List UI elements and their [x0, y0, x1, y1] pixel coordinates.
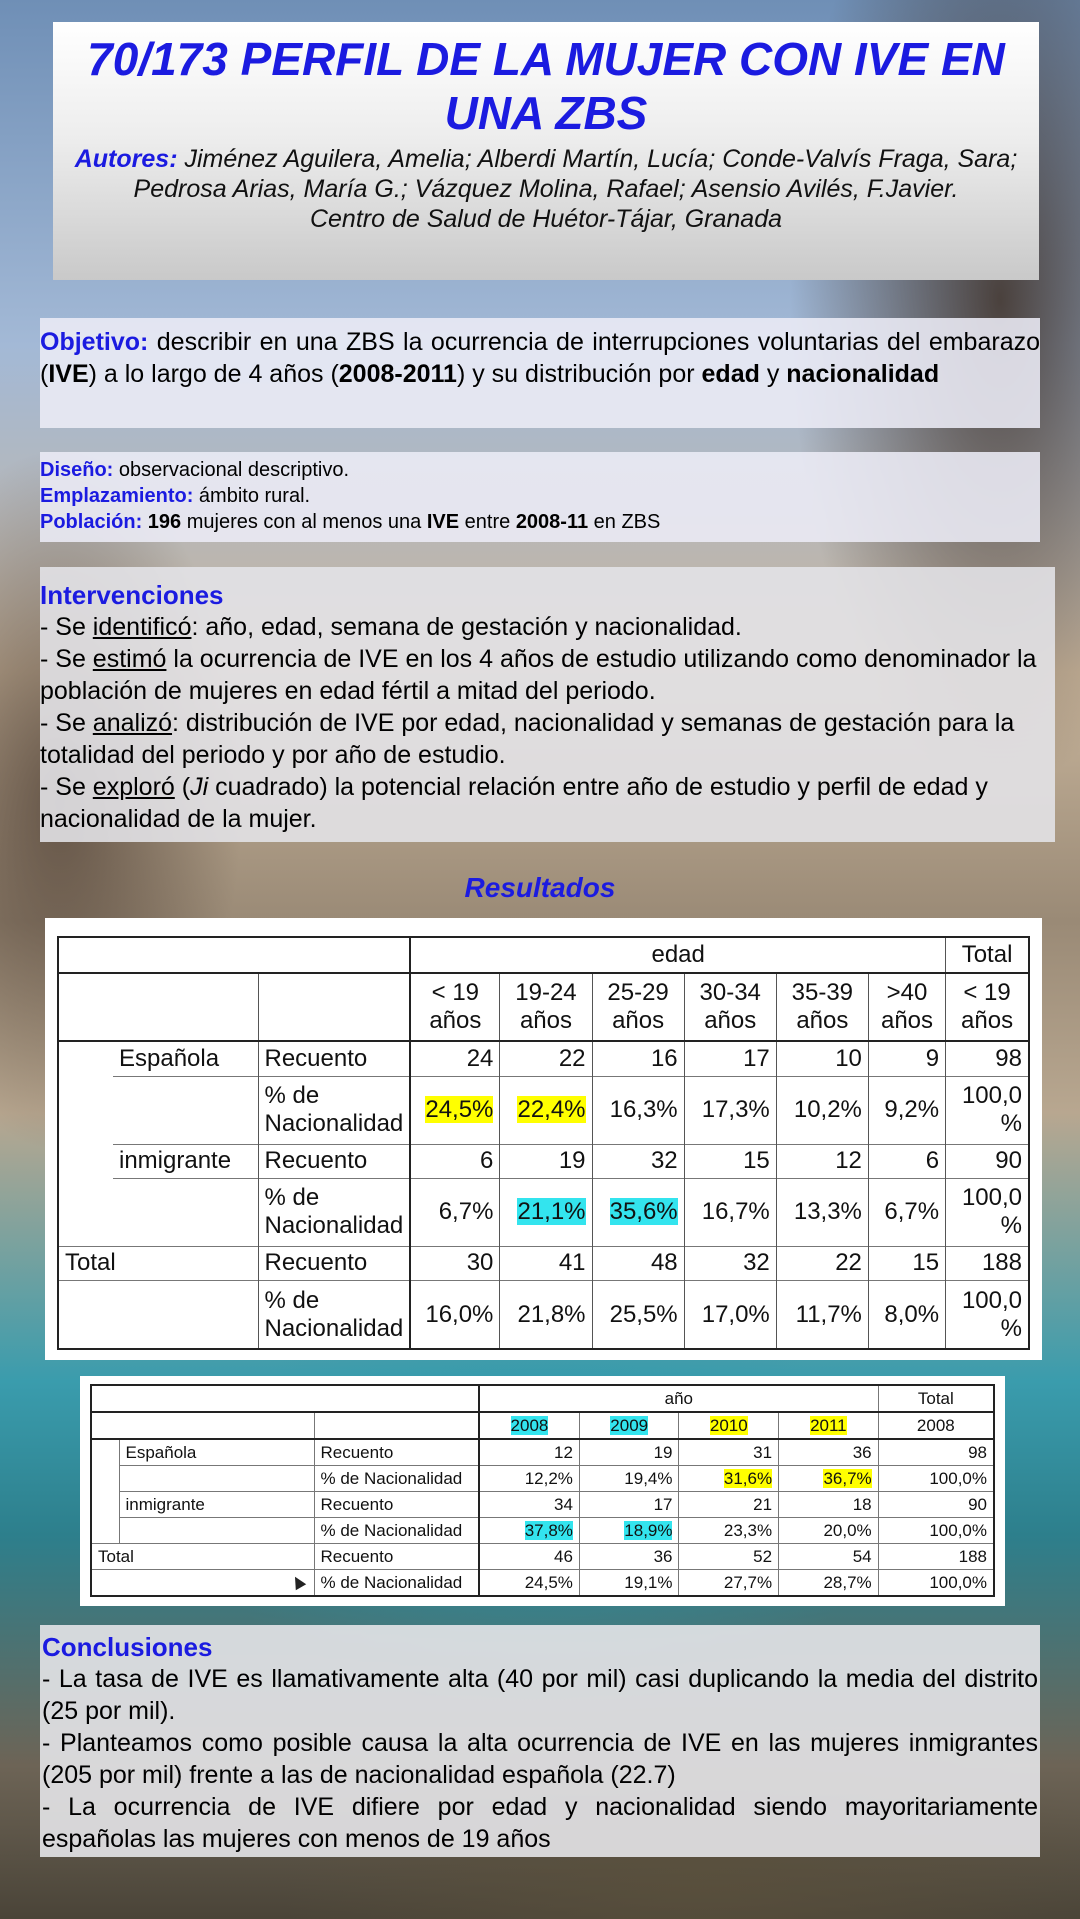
intervention-item — [40, 771, 1055, 835]
table-cell: 54 — [779, 1544, 879, 1570]
item-text: cuadrado) la potencial relación entre año de estudio y perfil de edad y nacionalidad de la mujer. — [40, 773, 988, 833]
authors-label: Autores: — [74, 145, 178, 173]
table-cell: 100,0 % — [946, 1281, 1029, 1349]
conclusion-item: - La ocurrencia de IVE difiere por edad y nacionalidad siendo mayoritariamente españolas las mujeres con menos de 19 años — [42, 1793, 1038, 1853]
table-cell: 18 — [779, 1492, 879, 1518]
group-name: Total — [91, 1544, 314, 1570]
item-prefix: - Se — [40, 773, 93, 801]
objective-text-1: describir en una ZBS la ocurrencia de interrupciones voluntarias del embarazo ( — [40, 328, 1040, 388]
age-table — [57, 936, 1030, 1350]
table-cell: 17 — [579, 1492, 679, 1518]
table-cell: 16,3% — [592, 1076, 684, 1144]
table-cell: 41 — [500, 1246, 592, 1280]
table-header-row — [91, 1385, 994, 1412]
objective-text-2: ) a lo largo de 4 años ( — [88, 360, 339, 388]
column-header: 30-34 años — [684, 973, 776, 1042]
table-cell: 12,2% — [479, 1466, 579, 1492]
table-cell: 17,0% — [684, 1281, 776, 1349]
table-row — [58, 1076, 1029, 1144]
table-cell: 12 — [479, 1439, 579, 1466]
column-header — [779, 1412, 879, 1439]
population-text-1: mujeres con al menos una — [181, 511, 427, 533]
population-count: 196 — [142, 511, 182, 533]
table-header-row — [58, 937, 1029, 973]
table-row — [91, 1544, 994, 1570]
table-cell: 8,0% — [868, 1281, 945, 1349]
highlighted-value: 21,1% — [517, 1198, 586, 1226]
table-row — [91, 1439, 994, 1466]
item-text: la ocurrencia de IVE en los 4 años de estudio utilizando como denominador la población de mujeres en edad fértil a mitad del periodo. — [40, 645, 1037, 705]
age-table-panel — [45, 918, 1042, 1360]
table-cell: 100,0% — [878, 1466, 994, 1492]
table-cell: 32 — [592, 1144, 684, 1178]
table-cell: 6 — [410, 1144, 500, 1178]
table-cell: 36 — [779, 1439, 879, 1466]
table-row — [58, 1041, 1029, 1076]
column-header: 25-29 años — [592, 973, 684, 1042]
table-cell: 31 — [679, 1439, 779, 1466]
table-cell: 22 — [500, 1041, 592, 1076]
group-name: Española — [113, 1041, 258, 1076]
table-cell — [410, 1076, 500, 1144]
column-header: >40 años — [868, 973, 945, 1042]
setting-line — [40, 483, 1040, 509]
table-cell: 24 — [410, 1041, 500, 1076]
table-cell: 17 — [684, 1041, 776, 1076]
row-label: % de Nacionalidad — [314, 1518, 479, 1544]
table-cell: 100,0 % — [946, 1076, 1029, 1144]
table-cell: 9,2% — [868, 1076, 945, 1144]
table-row — [58, 1144, 1029, 1178]
row-label: % de Nacionalidad — [258, 1281, 410, 1349]
table-cell: 21 — [679, 1492, 779, 1518]
table-cell: 19 — [579, 1439, 679, 1466]
conclusions-section — [40, 1625, 1040, 1857]
design-text: observacional descriptivo. — [113, 459, 350, 481]
table-cell: 25,5% — [592, 1281, 684, 1349]
item-prefix: - Se — [40, 709, 93, 737]
row-label: Recuento — [314, 1439, 479, 1466]
table-cell — [579, 1518, 679, 1544]
table-cell: 100,0% — [878, 1518, 994, 1544]
table-cell: 6 — [868, 1144, 945, 1178]
table-cell: 6,7% — [868, 1179, 945, 1247]
results-heading: Resultados — [464, 872, 616, 903]
table-cell: 27,7% — [679, 1570, 779, 1597]
row-label: % de Nacionalidad — [258, 1179, 410, 1247]
table-cell: 6,7% — [410, 1179, 500, 1247]
title-panel — [53, 22, 1039, 280]
group-name: inmigrante — [113, 1144, 258, 1178]
item-verb: analizó — [92, 709, 173, 737]
setting-label: Emplazamiento: — [40, 485, 194, 507]
table-cell: 30 — [410, 1246, 500, 1280]
table-cell — [679, 1466, 779, 1492]
objective-section — [40, 318, 1040, 428]
table-column-row — [58, 973, 1029, 1042]
highlighted-value: 22,4% — [517, 1096, 586, 1124]
row-label: Recuento — [314, 1492, 479, 1518]
highlighted-value: 2009 — [610, 1416, 649, 1435]
row-label: % de Nacionalidad — [314, 1466, 479, 1492]
table-row — [91, 1466, 994, 1492]
table-cell: 12 — [776, 1144, 868, 1178]
table-row — [91, 1518, 994, 1544]
group-name: Total — [58, 1246, 258, 1280]
table-cell: 46 — [479, 1544, 579, 1570]
table-cell: 13,3% — [776, 1179, 868, 1247]
highlighted-value: 37,8% — [524, 1521, 573, 1540]
item-verb: estimó — [92, 645, 167, 673]
table-cell: 16,7% — [684, 1179, 776, 1247]
total-header: Total — [878, 1385, 994, 1412]
center-name: Centro de Salud de Huétor-Tájar, Granada — [309, 205, 783, 233]
objective-bold-nacionalidad: nacionalidad — [786, 360, 940, 388]
table-cell: 11,7% — [776, 1281, 868, 1349]
item-prefix: - Se — [40, 645, 93, 673]
highlighted-value: 24,5% — [425, 1096, 494, 1124]
population-text-3: en ZBS — [588, 511, 661, 533]
item-text: : distribución de IVE por edad, nacionalidad y semanas de gestación para la totalidad del periodo y por año de estudio. — [40, 709, 1015, 769]
table-cell: 24,5% — [479, 1570, 579, 1597]
highlighted-value: 2008 — [510, 1416, 549, 1435]
year-group-header: año — [479, 1385, 878, 1412]
highlighted-value: 2010 — [709, 1416, 748, 1435]
table-cell: 22 — [776, 1246, 868, 1280]
table-cell: 15 — [684, 1144, 776, 1178]
year-table-panel — [80, 1376, 1005, 1606]
table-row — [58, 1179, 1029, 1247]
row-label: Recuento — [258, 1041, 410, 1076]
table-cell: 28,7% — [779, 1570, 879, 1597]
item-text: ( — [174, 773, 191, 801]
interventions-heading: Intervenciones — [40, 580, 224, 610]
poster-title: 70/173 PERFIL DE LA MUJER CON IVE EN UNA ZBS — [87, 33, 1005, 139]
population-label: Población: — [40, 511, 143, 533]
year-table — [90, 1384, 995, 1597]
table-cell: 21,8% — [500, 1281, 592, 1349]
table-cell: 9 — [868, 1041, 945, 1076]
objective-label: Objetivo: — [40, 328, 149, 356]
column-header: < 19 años — [946, 973, 1029, 1042]
table-cell — [500, 1076, 592, 1144]
intervention-item — [40, 611, 1055, 643]
table-cell — [479, 1518, 579, 1544]
table-cell: 10 — [776, 1041, 868, 1076]
table-row — [58, 1281, 1029, 1349]
column-header: 2008 — [878, 1412, 994, 1439]
table-cell: 52 — [679, 1544, 779, 1570]
highlighted-value: 31,6% — [723, 1469, 773, 1488]
group-name: Española — [119, 1439, 314, 1466]
table-cell: 32 — [684, 1246, 776, 1280]
column-header: < 19 años — [410, 973, 500, 1042]
column-header: 19-24 años — [500, 973, 592, 1042]
table-row — [58, 1246, 1029, 1280]
mouse-cursor-icon — [289, 1574, 305, 1590]
item-verb: identificó — [92, 613, 192, 641]
intervention-item — [40, 643, 1055, 707]
table-cell: 10,2% — [776, 1076, 868, 1144]
design-section — [40, 452, 1040, 542]
table-cell — [592, 1179, 684, 1247]
table-cell: 98 — [946, 1041, 1029, 1076]
authors-line — [61, 144, 1031, 204]
highlighted-value: 36,7% — [823, 1469, 872, 1488]
group-name: inmigrante — [119, 1492, 314, 1518]
population-years: 2008-11 — [515, 511, 589, 533]
objective-bold-years: 2008-2011 — [338, 360, 457, 388]
table-cell: 48 — [592, 1246, 684, 1280]
table-cell: 34 — [479, 1492, 579, 1518]
row-label: % de Nacionalidad — [258, 1076, 410, 1144]
highlighted-value: 18,9% — [624, 1521, 673, 1540]
authors-text: Jiménez Aguilera, Amelia; Alberdi Martín, Lucía; Conde-Valvís Fraga, Sara; Pedrosa Arias, María G.; Vázquez Molina, Rafael; Asensio Avilés, F.Javier. — [133, 145, 1018, 203]
table-cell: 100,0% — [878, 1570, 994, 1597]
objective-text-4: y — [759, 360, 787, 388]
table-cell: 16 — [592, 1041, 684, 1076]
setting-text: ámbito rural. — [193, 485, 311, 507]
objective-bold-ive: IVE — [48, 360, 89, 388]
design-line — [40, 457, 1040, 483]
table-column-row — [91, 1412, 994, 1439]
highlighted-value: 2011 — [810, 1416, 847, 1435]
design-label: Diseño: — [40, 459, 114, 481]
table-cell: 15 — [868, 1246, 945, 1280]
table-cell: 98 — [878, 1439, 994, 1466]
item-italic: Ji — [190, 773, 209, 801]
row-label: Recuento — [258, 1246, 410, 1280]
table-cell: 19,4% — [579, 1466, 679, 1492]
column-header — [679, 1412, 779, 1439]
table-cell: 19 — [500, 1144, 592, 1178]
conclusions-heading: Conclusiones — [42, 1632, 213, 1662]
table-cell: 100,0 % — [946, 1179, 1029, 1247]
item-text: : año, edad, semana de gestación y nacionalidad. — [191, 613, 742, 641]
population-text-2: entre — [459, 511, 516, 533]
interventions-section — [40, 567, 1055, 842]
objective-text-3: ) y su distribución por — [456, 360, 702, 388]
conclusion-item: - La tasa de IVE es llamativamente alta (40 por mil) casi duplicando la media del distrito (25 por mil). — [42, 1665, 1038, 1725]
total-header: Total — [946, 937, 1029, 973]
table-cell — [500, 1179, 592, 1247]
table-cell: 23,3% — [679, 1518, 779, 1544]
objective-bold-edad: edad — [701, 360, 760, 388]
table-cell: 19,1% — [579, 1570, 679, 1597]
row-label: Recuento — [258, 1144, 410, 1178]
table-cell: 90 — [946, 1144, 1029, 1178]
table-cell: 16,0% — [410, 1281, 500, 1349]
row-label: % de Nacionalidad — [314, 1570, 479, 1597]
column-header — [479, 1412, 579, 1439]
item-prefix: - Se — [40, 613, 93, 641]
table-cell: 20,0% — [779, 1518, 879, 1544]
table-cell — [779, 1466, 879, 1492]
column-header: 35-39 años — [776, 973, 868, 1042]
table-cell: 188 — [878, 1544, 994, 1570]
age-group-header: edad — [410, 937, 945, 973]
conclusion-item: - Planteamos como posible causa la alta ocurrencia de IVE en las mujeres inmigrantes (205 por mil) frente a las de nacionalidad española (22.7) — [42, 1729, 1038, 1789]
table-cell: 188 — [946, 1246, 1029, 1280]
column-header — [579, 1412, 679, 1439]
intervention-item — [40, 707, 1055, 771]
table-cell: 36 — [579, 1544, 679, 1570]
item-verb: exploró — [92, 773, 175, 801]
table-cell: 17,3% — [684, 1076, 776, 1144]
population-line — [40, 509, 1040, 535]
table-row — [91, 1570, 994, 1597]
table-row — [91, 1492, 994, 1518]
row-label: Recuento — [314, 1544, 479, 1570]
highlighted-value: 35,6% — [609, 1198, 678, 1226]
population-ive: IVE — [426, 511, 460, 533]
table-cell: 90 — [878, 1492, 994, 1518]
